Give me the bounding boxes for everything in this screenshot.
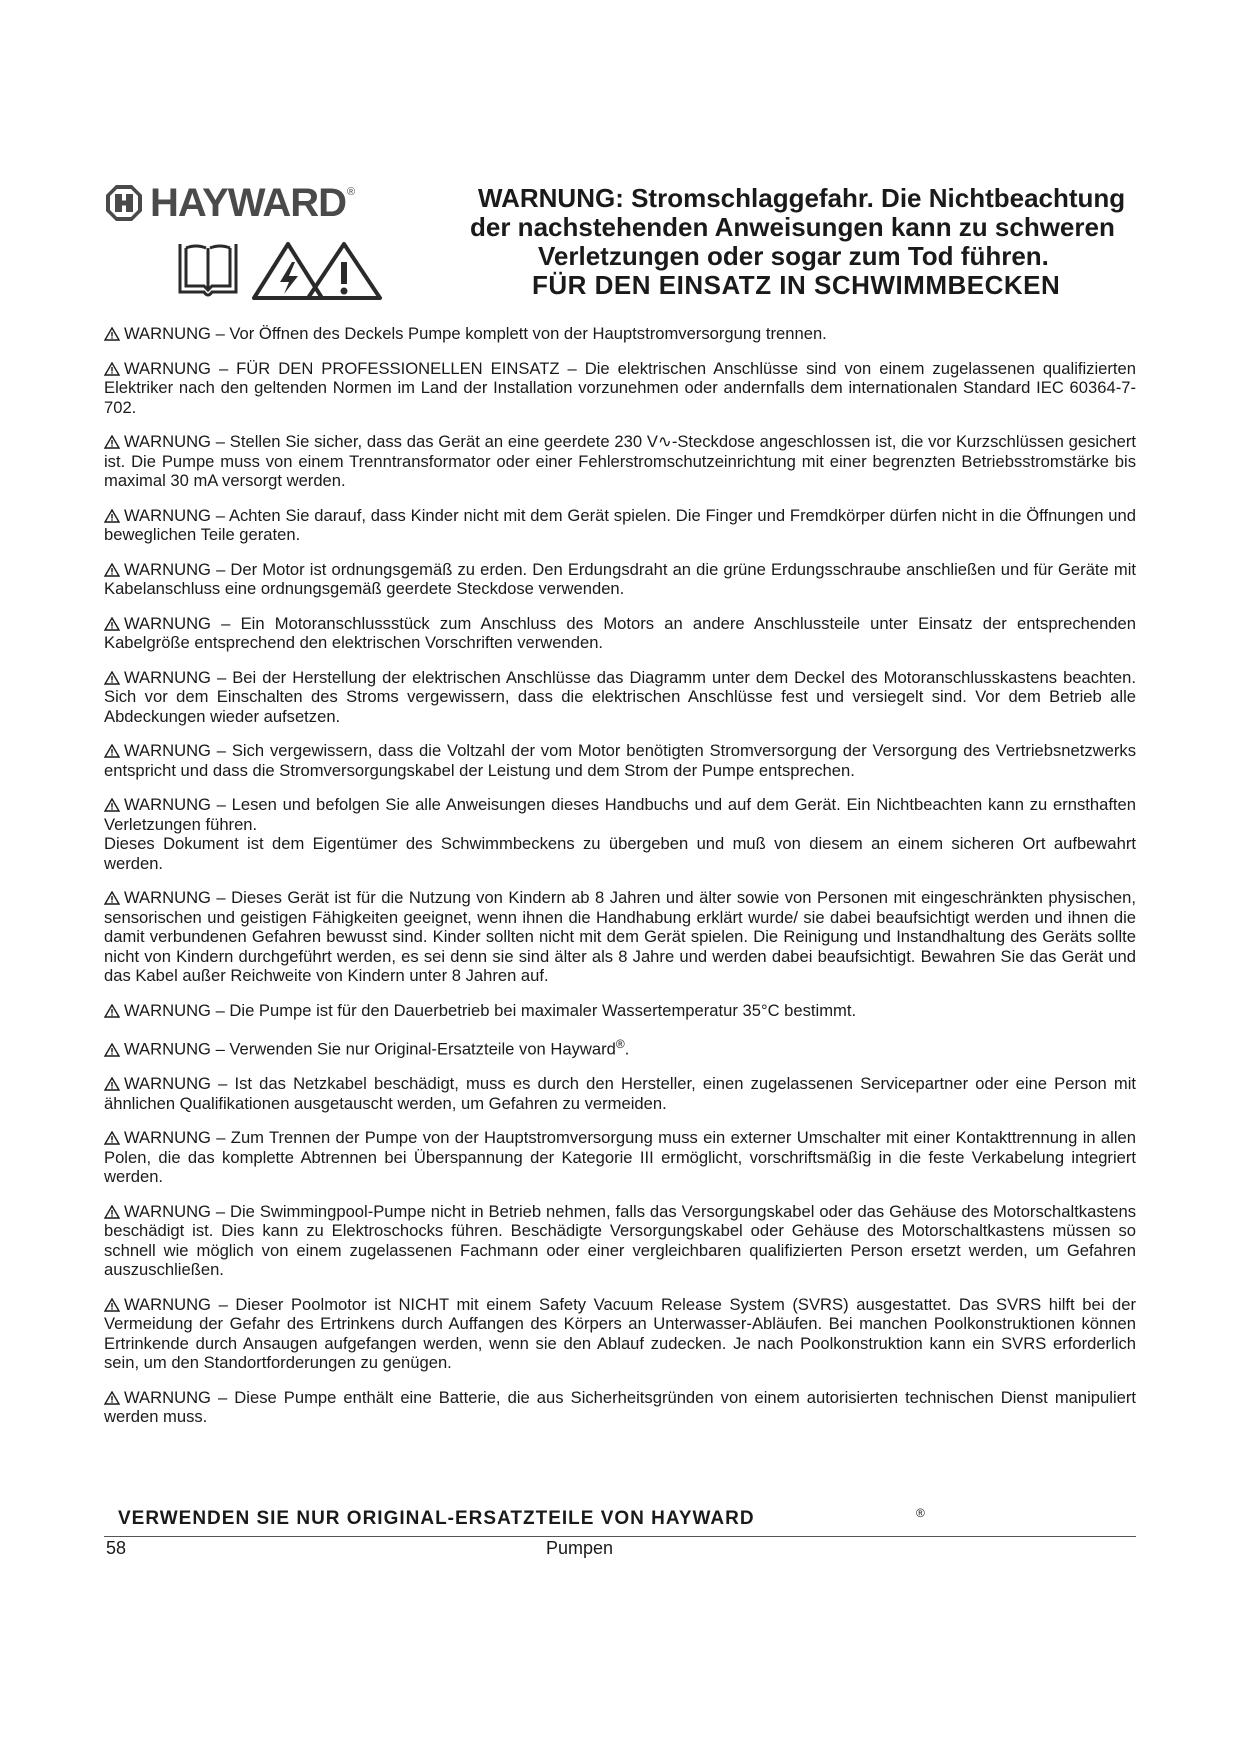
warning-text: WARNUNG – Stellen Sie sicher, dass das Gerät an eine geerdete 230 V∿-Steckdose angeschlossen ist, die vor Kurzschlüssen gesichert ist. Die Pumpe muss von einem Trenntransformator oder einer Fehlerstromschutzeinrichtung mit einer begrenzten Betriebsstromstärke bis maximal 30 mA versorgt werden. bbox=[104, 432, 1136, 490]
brand-name: HAYWARD bbox=[150, 181, 346, 225]
registered-mark: ® bbox=[615, 1037, 625, 1051]
warning-text: WARNUNG – Achten Sie darauf, dass Kinder nicht mit dem Gerät spielen. Die Finger und Fremdkörper dürfen nicht in die Öffnungen und beweglichen Teile geraten. bbox=[104, 505, 1136, 544]
warning-triangle-icon bbox=[104, 1205, 120, 1219]
warnings-list bbox=[104, 324, 1136, 1442]
warning-triangle-icon bbox=[104, 327, 120, 341]
warning-triangle-icon bbox=[104, 617, 120, 631]
warning-item bbox=[104, 741, 1136, 780]
safety-icons bbox=[176, 240, 426, 302]
warning-text: WARNUNG – Lesen und befolgen Sie alle Anweisungen dieses Handbuchs und auf dem Gerät. Ein Nichtbeachten kann zu ernsthaften Verletzungen führen. bbox=[104, 795, 1136, 834]
warning-text: WARNUNG – Dieser Poolmotor ist NICHT mit einem Safety Vacuum Release System (SVRS) ausgestattet. Das SVRS hilft bei der Vermeidung der Gefahr des Ertrinkens durch Auffangen des Körpers an Unterwasser-Abläufen. Bei manchen Poolkonstruktionen können Ertrinkende durch Ansaugen aufgefangen werden, wenn sie den Ablauf zudecken. Je nach Poolkonstruktion kann ein SVRS erforderlich sein, um den Standortforderungen zu genügen. bbox=[104, 1294, 1136, 1373]
warning-triangle-icon bbox=[104, 509, 120, 523]
footer-divider bbox=[104, 1536, 1136, 1537]
warning-triangle-icon bbox=[104, 798, 120, 812]
warning-triangle-icon bbox=[104, 1131, 120, 1145]
warning-heading bbox=[470, 184, 1150, 300]
footer-registered-mark: ® bbox=[916, 1506, 925, 1520]
warning-text: WARNUNG – Ein Motoranschlussstück zum Anschluss des Motors an andere Anschlussteile unter Einsatz der entsprechenden Kabelgröße entsprechend den elektrischen Vorschriften verwenden. bbox=[104, 613, 1136, 652]
warning-text: WARNUNG – FÜR DEN PROFESSIONELLEN EINSATZ – Die elektrischen Anschlüsse sind von einem zugelassenen qualifizierten Elektriker nach den geltenden Normen im Land der Installation vorzunehmen oder andernfalls dem internationalen Standard IEC 60364-7-702. bbox=[104, 358, 1136, 417]
warning-triangle-icon bbox=[104, 744, 120, 758]
warning-text: WARNUNG – Diese Pumpe enthält eine Batterie, die aus Sicherheitsgründen von einem autorisierten technischen Dienst manipuliert werden muss. bbox=[104, 1387, 1136, 1427]
section-label: Pumpen bbox=[546, 1538, 614, 1558]
heading-line: WARNUNG: Stromschlaggefahr. Die Nichtbeachtung bbox=[478, 183, 1126, 213]
warning-text: WARNUNG – Dieses Gerät ist für die Nutzung von Kindern ab 8 Jahren und älter sowie von Personen mit eingeschränkten physischen, sensorischen und geistigen Fähigkeiten geeignet, wenn ihnen die Handhabung erklärt wurde/ sie dabei beaufsichtigt werden und ihnen die damit verbundenen Gefahren bewusst sind. Kinder sollten nicht mit dem Gerät spielen. Die Reinigung und Instandhaltung des Geräts sollte nicht von Kindern durchgeführt werden, es sei denn sie sind älter als 8 Jahre und werden dabei beaufsichtigt. Bewahren Sie das Gerät und das Kabel außer Reichweite von Kindern unter 8 Jahren auf. bbox=[104, 888, 1136, 985]
warning-item bbox=[104, 1128, 1136, 1187]
warning-item bbox=[104, 560, 1136, 599]
warning-text: WARNUNG – Verwenden Sie nur Original-Ersatzteile von Hayward bbox=[124, 1039, 616, 1059]
brand-registered-mark: ® bbox=[347, 186, 356, 198]
warning-text: WARNUNG – Ist das Netzkabel beschädigt, muss es durch den Hersteller, einen zugelassenen Servicepartner oder eine Person mit ähnlichen Qualifikationen ausgetauscht werden, um Gefahren zu vermeiden. bbox=[104, 1074, 1136, 1113]
footer-banner: VERWENDEN SIE NUR ORIGINAL-ERSATZTEILE VON HAYWARD bbox=[118, 1508, 755, 1529]
warning-triangle-icon bbox=[104, 362, 120, 376]
warning-text: WARNUNG – Sich vergewissern, dass die Voltzahl der vom Motor benötigten Stromversorgung der Versorgung des Vertriebsnetzwerks entspricht und dass die Stromversorgungskabel der Leistung und dem Strom der Pumpe entsprechen. bbox=[104, 741, 1136, 780]
warning-triangle-icon bbox=[104, 563, 120, 577]
warning-text: WARNUNG – Der Motor ist ordnungsgemäß zu erden. Den Erdungsdraht an die grüne Erdungsschraube anschließen und für Geräte mit Kabelanschluss eine ordnungsgemäß geerdete Steckdose verwenden. bbox=[104, 559, 1136, 598]
warning-item bbox=[104, 1202, 1136, 1280]
heading-line: FÜR DEN EINSATZ IN SCHWIMMBECKEN bbox=[532, 270, 1061, 300]
warning-item bbox=[104, 506, 1136, 545]
warning-triangle-icon bbox=[104, 671, 120, 685]
warning-triangle-icon bbox=[104, 1298, 120, 1312]
warning-item bbox=[104, 1388, 1136, 1427]
warning-triangle-icon bbox=[104, 1391, 120, 1405]
warning-item bbox=[104, 614, 1136, 653]
warning-text: WARNUNG – Zum Trennen der Pumpe von der Hauptstromversorgung muss ein externer Umschalter mit einer Kontakttrennung in allen Polen, die das komplette Abtrennen bei Überspannung der Kategorie III ermöglicht, vorschriftsmäßig in die feste Verkabelung integriert werden. bbox=[104, 1128, 1136, 1187]
owner-note: Dieses Dokument ist dem Eigentümer des Schwimmbeckens zu übergeben und muß von diesem an einem sicheren Ort aufbewahrt werden. bbox=[104, 834, 1136, 873]
sentence-end: . bbox=[624, 1039, 630, 1059]
warning-item bbox=[104, 1035, 1136, 1059]
hayward-logo bbox=[104, 180, 364, 226]
warning-item bbox=[104, 1074, 1136, 1113]
warning-triangle-icon bbox=[104, 1004, 120, 1018]
warning-triangle-icon bbox=[104, 891, 120, 905]
warning-item bbox=[104, 432, 1136, 491]
warning-item bbox=[104, 888, 1136, 986]
warning-text: WARNUNG – Vor Öffnen des Deckels Pumpe komplett von der Hauptstromversorgung trennen. bbox=[124, 324, 827, 343]
book-icon bbox=[180, 244, 236, 295]
warning-text: WARNUNG – Bei der Herstellung der elektrischen Anschlüsse das Diagramm unter dem Deckel des Motoranschlusskastens beachten. Sich vor dem Einschalten des Stroms vergewissern, dass die elektrischen Anschlüsse fest und versiegelt sind. Vor dem Betrieb alle Abdeckungen wieder aufsetzen. bbox=[104, 667, 1136, 726]
warning-triangle-icon bbox=[104, 1043, 120, 1057]
warning-text: WARNUNG – Die Pumpe ist für den Dauerbetrieb bei maximaler Wassertemperatur 35°C bestimmt. bbox=[124, 1000, 857, 1020]
warning-triangle-icon bbox=[104, 1077, 120, 1091]
warning-item bbox=[104, 795, 1136, 834]
hayward-emblem-icon bbox=[104, 183, 144, 223]
warning-item bbox=[104, 1295, 1136, 1373]
warning-item bbox=[104, 1001, 1136, 1021]
heading-line: der nachstehenden Anweisungen kann zu schweren bbox=[470, 212, 1115, 242]
warning-triangle-icon bbox=[104, 435, 120, 449]
warning-text: WARNUNG – Die Swimmingpool-Pumpe nicht in Betrieb nehmen, falls das Versorgungskabel oder das Gehäuse des Motorschaltkastens beschädigt ist. Dies kann zu Elektroschocks führen. Beschädigte Versorgungskabel oder Gehäuse des Motorschaltkastens müssen so schnell wie möglich von einem zugelassenen Fachmann oder einer vergleichbaren qualifizierten Person ersetzt werden, um Gefahren auszuschließen. bbox=[104, 1201, 1136, 1280]
heading-line: Verletzungen oder sogar zum Tod führen. bbox=[538, 241, 1049, 271]
page-number: 58 bbox=[106, 1538, 127, 1558]
warning-item bbox=[104, 359, 1136, 418]
warning-item bbox=[104, 668, 1136, 727]
warning-item bbox=[104, 324, 1136, 344]
